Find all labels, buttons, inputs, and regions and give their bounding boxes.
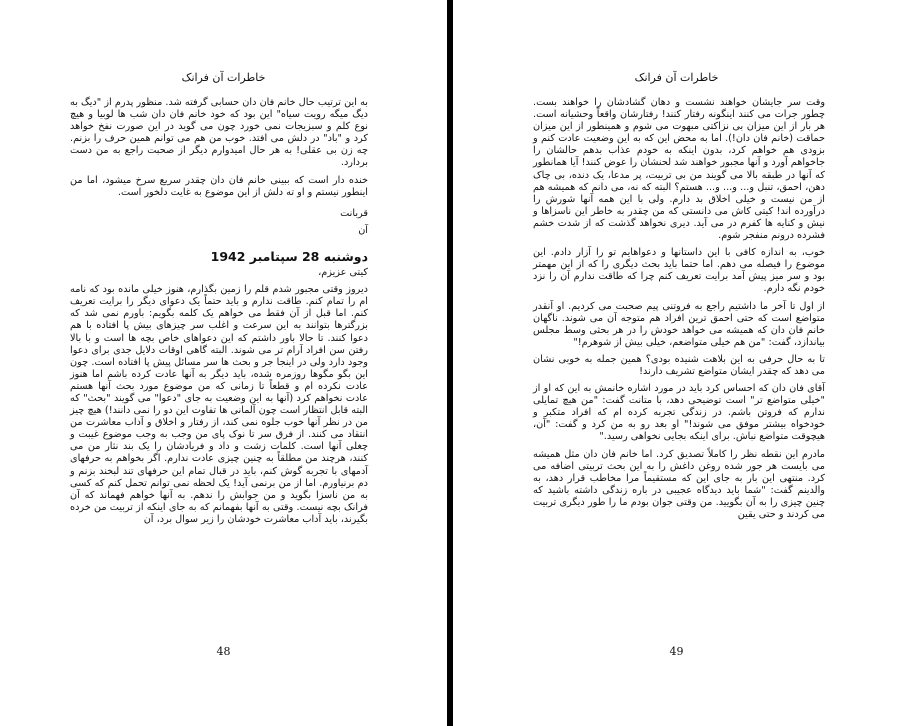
salutation: کیتی عزیزم، xyxy=(318,267,368,279)
page-text xyxy=(533,97,825,526)
right-page xyxy=(453,0,900,726)
paragraph: آقای فان دان که احساس کرد باید در مورد اشاره خانمش به این که او از "خیلی متواضع تر" است توضیحی دهد، با متانت گفت: "من هیچ تمایلی ندارم که فروتن باشم. در زندگی تجربه کرده ام که افراد متکبر و خودخواه بیشتر موفق می شوند!" او بعد رو به من کرد و گفت: "آن، هیچوقت متواضع نباش. برای اینکه بجایی نخواهی رسید." xyxy=(533,383,825,443)
running-header: خاطرات آن فرانک xyxy=(634,71,719,84)
paragraph: تا به حال حرفی به این بلاهت شنیده بودی؟ همین جمله به خوبی نشان می دهد که چقدر ایشان متواضع تشریف دارند! xyxy=(533,353,825,377)
page-number: 48 xyxy=(216,645,231,658)
paragraph: از اول تا آخر ما داشتیم راجع به فروتنی پیم صحبت می کردیم. او آنقدر متواضع است که حتی احمق ترین افراد هم متوجه آن می شوند. ناگهان خانم فان دان که همیشه می خواهد خودش را در هر بحثی وسط مجلس بیاندازد، گفت: "من هم خیلی متواضعم، خیلی بیش از شوهرم!" xyxy=(533,300,825,348)
page-number: 49 xyxy=(669,645,684,658)
paragraph: دیروز وقتی مجبور شدم قلم را زمین بگذارم، هنوز خیلی مانده بود که نامه ام را تمام کنم. طاقت ندارم و باید حتماً یک دعوای دیگر را برایت تعریف کنم. اما قبل از آن فقط می خواهم یک کلمه بگویم: باورم نمی شد که بزرگترها بتوانند به این سرعت و اغلب سر چیزهای بیش پا افتاده با هم دعوا کنند. تا حالا باور داشتم که این دعواهای خاص بچه ها است و با بالا رفتن سن افراد آرام تر می شوند. البته گاهی اوقات دلایل جدی برای دعوا وجود دارد ولی در اینجا جر و بحث ها سر مسائل پیش پا افتاده است. چون این بگو مگوها روزمره شده، باید دیگر به آنها عادت کرده باشم اما هنوز عادت نکرده ام و قطعاً تا زمانی که من موضوع مورد بحث آنها هستم عادت نخواهم کرد (آنها به این وضعیت به جای "دعوا" می گویند "بحث" که البته قابل انتظار است چون آلمانی ها تفاوت این دو را نمی دانند!) هیچ چیز من در نظر آنها خوب جلوه نمی کند، از رفتار و اخلاق و آداب معاشرت من انتقاد می کنند. از فرق سر تا نوک پای من وجب به وجب موضوع غیبت و چغلی آنها است. کلمات زشت و داد و فریادشان را یک بند نثار من می کنند، هرچند من مطلقاً به چنین چیزی عادت ندارم. اگر بخواهم به حرفهای آدمهای با تجربه گوش کنم، باید در قبال تمام این حرفهای تند لبخند بزنم و دم برنیاورم. اما از من برنمی آید! یک لحظه نمی توانم تحمل کنم که کسی به من ناسزا بگوید و من جوابش را ندهم. به آنها خواهم فهماند که آن فرانک بچه نیست. وقتی به آنها بفهمانم که به جای اینکه از تربیت من خرده بگیرند، باید آداب معاشرت خودشان را زیر سوال برد، آن xyxy=(70,284,368,525)
paragraph: وقت سر جایشان خواهند نشست و دهان گشادشان را خواهند بست. چطور جرات می کنند اینگونه رفتار کنند! رفتارشان واقعاً وحشیانه است. هر بار از این میزان بی نزاکتی مبهوت می شوم و همینطور از این میزان حماقت (خانم فان دان!). اما به محض این که به این وضعیت عادت کنم و بزودی هم خواهم کرد، بدون اینکه به خودم عذاب بدهم حالشان را جاخواهم آورد و آنها مجبور خواهند شد لحنشان را عوض کنند! آیا همانطور که آنها در طبقه بالا می گویند من بی تربیت، پر مدعا، یک دنده، بی چاک دهن، احمق، تنبل و... و... و... هستم؟ البته که نه، می دانم که همیشه هم از من نیست و خیلی اخلاق بد دارم. ولی با این همه آنها شورش را درآورده اند! کیتی کاش می دانستی که من چقدر به خاطر این ناسزاها و نیش و کنایه ها کفرم در می آید. دیری نخواهد گذشت که از شدت خشم فشرده درونم منفجر شوم. xyxy=(533,97,825,242)
paragraph: خنده دار است که ببینی خانم فان دان چقدر سریع سرخ میشود، اما من اینطور نیستم و او ته دلش از این موضوع به غایت دلخور است. xyxy=(70,174,368,198)
signature: آن xyxy=(358,224,368,236)
page-text xyxy=(70,97,368,531)
running-header: خاطرات آن فرانک xyxy=(181,71,266,84)
paragraph: مادرم این نقطه نظر را کاملاً تصدیق کرد. اما خانم فان دان مثل همیشه می بایست هر جور شده روغن داغش را به این بحث تربیتی اضافه می کرد. منتهی این بار به جای این که مستقیماً مرا مخاطب قرار دهد، به والدینم گفت: "شما باید دیدگاه عجیبی در باره زندگی داشته باشید که چنین چیزی را به آن بگویید. من وقتی جوان بودم ما را طور دیگری تربیت می کردند و حتی یقین xyxy=(533,448,825,520)
paragraph: خوب، به اندازه کافی با این داستانها و دعواهایم تو را آزار دادم. این موضوع را فیصله می دهم. اما حتما باید بحث دیگری را که از این مهمتر بود و سر میز پیش آمد برایت تعریف کنم چرا که طاقت ندارم آن را نزد خودم نگه دارم. xyxy=(533,247,825,295)
sign-off: قربانت xyxy=(340,207,368,219)
paragraph: به این ترتیب حال خانم فان دان حسابی گرفته شد. منظور پدرم از "دیگ به دیگ میگه رویت سیاه" این بود که خود خانم فان دان شب ها لوبیا و هیچ نوع کلم و سبزیجات نمی خورد چون می گوید در این صورت نفخ خواهد کرد و "باد" در دلش می افتد. خوب من هم می توانم همین حرف را بزنم. چه زن بی عقلی! به هر حال امیدوارم دیگر از صحبت راجع به من دست بردارد. xyxy=(70,97,368,169)
diary-entry-heading: دوشنبه 28 سپتامبر 1942 xyxy=(210,248,368,264)
left-page xyxy=(0,0,447,726)
